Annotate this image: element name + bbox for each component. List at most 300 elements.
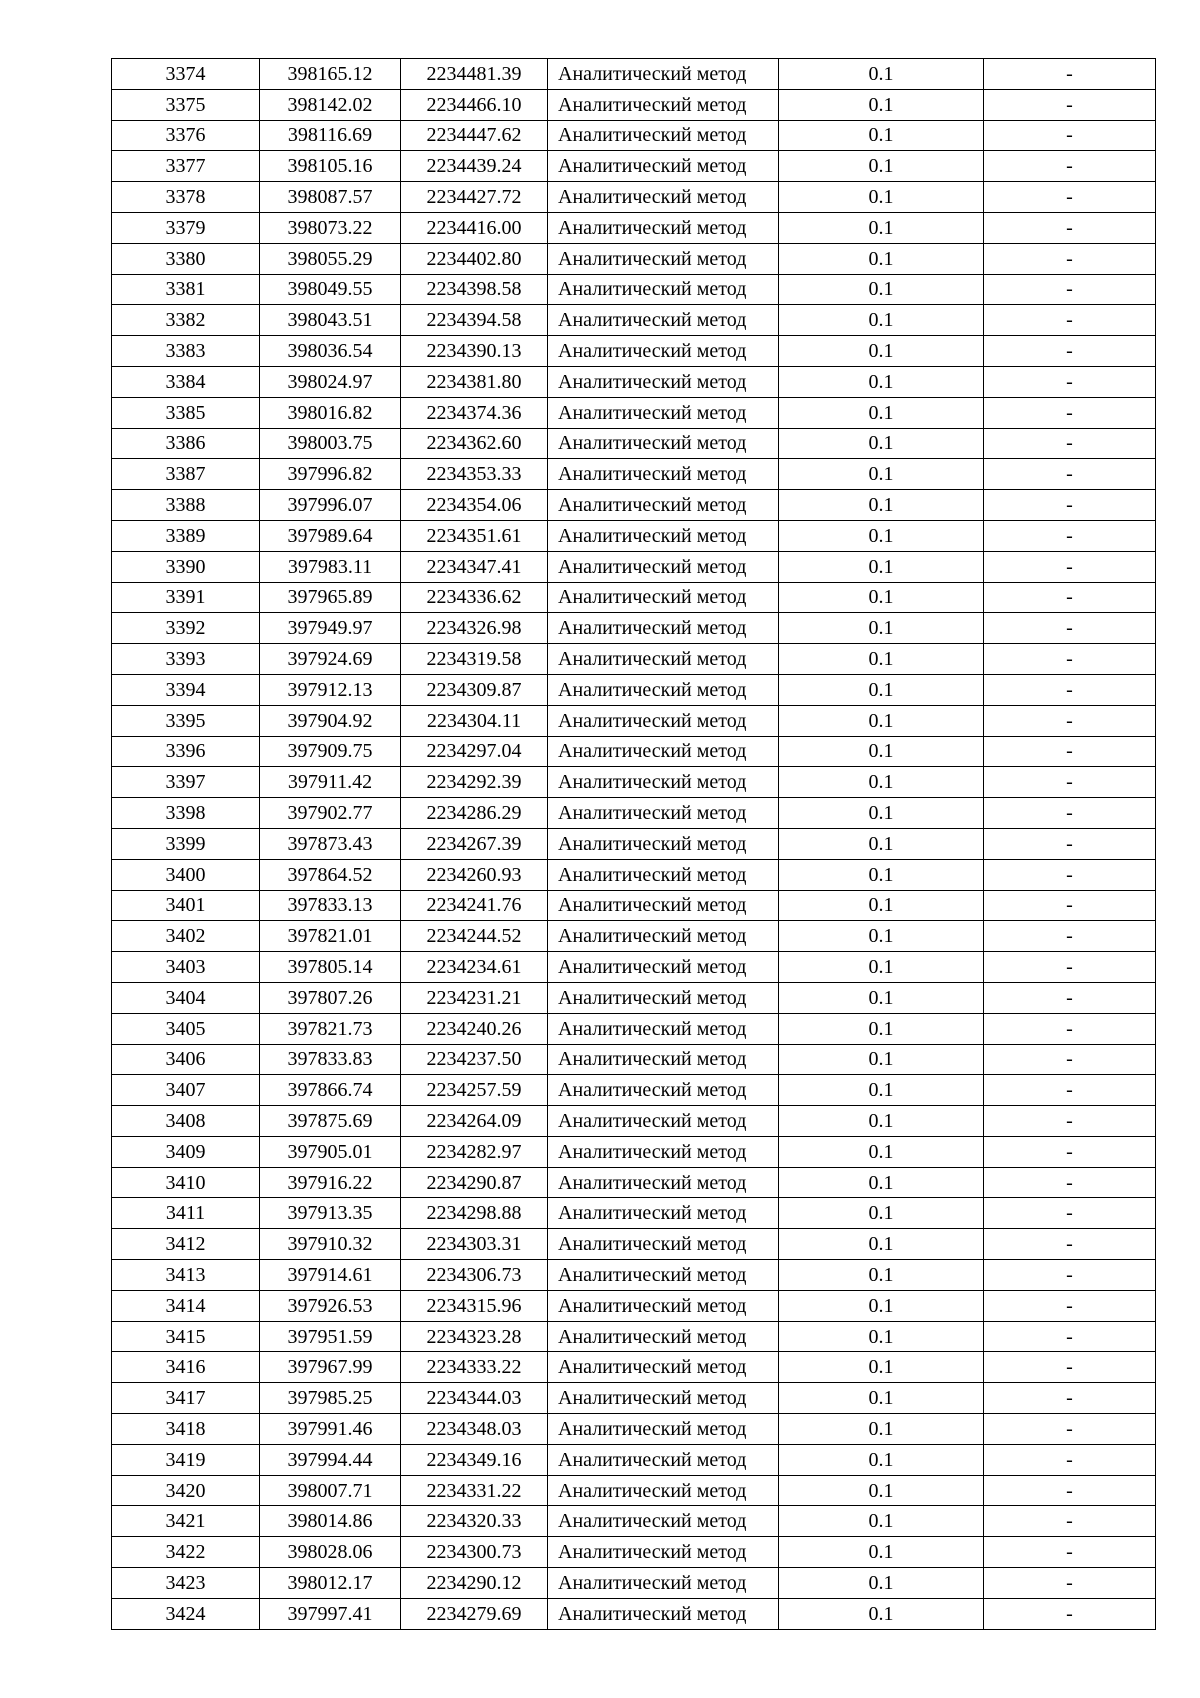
point-number-cell: 3405 (112, 1013, 260, 1044)
point-number-cell: 3396 (112, 736, 260, 767)
description-cell: - (984, 1290, 1156, 1321)
method-cell: Аналитический метод (548, 59, 779, 90)
x-coordinate-cell: 398012.17 (260, 1568, 401, 1599)
accuracy-cell: 0.1 (779, 1598, 984, 1629)
method-cell: Аналитический метод (548, 1414, 779, 1445)
y-coordinate-cell: 2234354.06 (401, 490, 548, 521)
table-row (112, 1383, 1156, 1414)
method-cell: Аналитический метод (548, 1013, 779, 1044)
method-cell: Аналитический метод (548, 1136, 779, 1167)
table-row (112, 1229, 1156, 1260)
method-cell: Аналитический метод (548, 1075, 779, 1106)
accuracy-cell: 0.1 (779, 89, 984, 120)
point-number-cell: 3393 (112, 644, 260, 675)
point-number-cell: 3383 (112, 336, 260, 367)
y-coordinate-cell: 2234320.33 (401, 1506, 548, 1537)
description-cell: - (984, 767, 1156, 798)
table-row (112, 336, 1156, 367)
method-cell: Аналитический метод (548, 274, 779, 305)
table-row (112, 1444, 1156, 1475)
point-number-cell: 3375 (112, 89, 260, 120)
accuracy-cell: 0.1 (779, 582, 984, 613)
description-cell: - (984, 1598, 1156, 1629)
y-coordinate-cell: 2234381.80 (401, 366, 548, 397)
x-coordinate-cell: 398024.97 (260, 366, 401, 397)
description-cell: - (984, 1106, 1156, 1137)
accuracy-cell: 0.1 (779, 1013, 984, 1044)
method-cell: Аналитический метод (548, 366, 779, 397)
description-cell: - (984, 921, 1156, 952)
x-coordinate-cell: 397967.99 (260, 1352, 401, 1383)
y-coordinate-cell: 2234292.39 (401, 767, 548, 798)
table-row (112, 1106, 1156, 1137)
accuracy-cell: 0.1 (779, 182, 984, 213)
accuracy-cell: 0.1 (779, 305, 984, 336)
description-cell: - (984, 1568, 1156, 1599)
x-coordinate-cell: 398016.82 (260, 397, 401, 428)
x-coordinate-cell: 397909.75 (260, 736, 401, 767)
method-cell: Аналитический метод (548, 644, 779, 675)
method-cell: Аналитический метод (548, 705, 779, 736)
accuracy-cell: 0.1 (779, 1136, 984, 1167)
description-cell: - (984, 705, 1156, 736)
description-cell: - (984, 1475, 1156, 1506)
x-coordinate-cell: 398142.02 (260, 89, 401, 120)
table-row (112, 982, 1156, 1013)
point-number-cell: 3376 (112, 120, 260, 151)
table-row (112, 1414, 1156, 1445)
point-number-cell: 3398 (112, 798, 260, 829)
point-number-cell: 3412 (112, 1229, 260, 1260)
method-cell: Аналитический метод (548, 1383, 779, 1414)
point-number-cell: 3414 (112, 1290, 260, 1321)
table-row (112, 212, 1156, 243)
x-coordinate-cell: 398116.69 (260, 120, 401, 151)
x-coordinate-cell: 398049.55 (260, 274, 401, 305)
description-cell: - (984, 1414, 1156, 1445)
accuracy-cell: 0.1 (779, 859, 984, 890)
table-row (112, 859, 1156, 890)
description-cell: - (984, 1229, 1156, 1260)
y-coordinate-cell: 2234244.52 (401, 921, 548, 952)
table-row (112, 1475, 1156, 1506)
point-number-cell: 3403 (112, 952, 260, 983)
method-cell: Аналитический метод (548, 1568, 779, 1599)
description-cell: - (984, 428, 1156, 459)
method-cell: Аналитический метод (548, 305, 779, 336)
table-row (112, 1260, 1156, 1291)
y-coordinate-cell: 2234240.26 (401, 1013, 548, 1044)
x-coordinate-cell: 398036.54 (260, 336, 401, 367)
point-number-cell: 3419 (112, 1444, 260, 1475)
y-coordinate-cell: 2234309.87 (401, 674, 548, 705)
y-coordinate-cell: 2234333.22 (401, 1352, 548, 1383)
x-coordinate-cell: 398003.75 (260, 428, 401, 459)
method-cell: Аналитический метод (548, 613, 779, 644)
method-cell: Аналитический метод (548, 1475, 779, 1506)
y-coordinate-cell: 2234331.22 (401, 1475, 548, 1506)
accuracy-cell: 0.1 (779, 613, 984, 644)
x-coordinate-cell: 398087.57 (260, 182, 401, 213)
point-number-cell: 3409 (112, 1136, 260, 1167)
x-coordinate-cell: 398028.06 (260, 1537, 401, 1568)
y-coordinate-cell: 2234264.09 (401, 1106, 548, 1137)
y-coordinate-cell: 2234362.60 (401, 428, 548, 459)
method-cell: Аналитический метод (548, 397, 779, 428)
y-coordinate-cell: 2234231.21 (401, 982, 548, 1013)
point-number-cell: 3385 (112, 397, 260, 428)
accuracy-cell: 0.1 (779, 890, 984, 921)
y-coordinate-cell: 2234353.33 (401, 459, 548, 490)
x-coordinate-cell: 397910.32 (260, 1229, 401, 1260)
method-cell: Аналитический метод (548, 1106, 779, 1137)
accuracy-cell: 0.1 (779, 767, 984, 798)
point-number-cell: 3392 (112, 613, 260, 644)
description-cell: - (984, 1260, 1156, 1291)
x-coordinate-cell: 397926.53 (260, 1290, 401, 1321)
point-number-cell: 3394 (112, 674, 260, 705)
y-coordinate-cell: 2234267.39 (401, 828, 548, 859)
y-coordinate-cell: 2234257.59 (401, 1075, 548, 1106)
description-cell: - (984, 274, 1156, 305)
y-coordinate-cell: 2234481.39 (401, 59, 548, 90)
x-coordinate-cell: 397996.82 (260, 459, 401, 490)
description-cell: - (984, 1537, 1156, 1568)
accuracy-cell: 0.1 (779, 1383, 984, 1414)
method-cell: Аналитический метод (548, 428, 779, 459)
y-coordinate-cell: 2234427.72 (401, 182, 548, 213)
table-row (112, 151, 1156, 182)
method-cell: Аналитический метод (548, 1321, 779, 1352)
x-coordinate-cell: 397902.77 (260, 798, 401, 829)
table-row (112, 1598, 1156, 1629)
accuracy-cell: 0.1 (779, 274, 984, 305)
x-coordinate-cell: 397913.35 (260, 1198, 401, 1229)
table-row (112, 952, 1156, 983)
description-cell: - (984, 151, 1156, 182)
x-coordinate-cell: 397949.97 (260, 613, 401, 644)
accuracy-cell: 0.1 (779, 551, 984, 582)
accuracy-cell: 0.1 (779, 982, 984, 1013)
point-number-cell: 3374 (112, 59, 260, 90)
x-coordinate-cell: 397994.44 (260, 1444, 401, 1475)
method-cell: Аналитический метод (548, 828, 779, 859)
table-row (112, 59, 1156, 90)
y-coordinate-cell: 2234303.31 (401, 1229, 548, 1260)
table-row (112, 459, 1156, 490)
y-coordinate-cell: 2234402.80 (401, 243, 548, 274)
description-cell: - (984, 366, 1156, 397)
method-cell: Аналитический метод (548, 1537, 779, 1568)
x-coordinate-cell: 397951.59 (260, 1321, 401, 1352)
y-coordinate-cell: 2234279.69 (401, 1598, 548, 1629)
y-coordinate-cell: 2234416.00 (401, 212, 548, 243)
method-cell: Аналитический метод (548, 551, 779, 582)
point-number-cell: 3382 (112, 305, 260, 336)
x-coordinate-cell: 397965.89 (260, 582, 401, 613)
method-cell: Аналитический метод (548, 336, 779, 367)
description-cell: - (984, 828, 1156, 859)
y-coordinate-cell: 2234298.88 (401, 1198, 548, 1229)
method-cell: Аналитический метод (548, 859, 779, 890)
method-cell: Аналитический метод (548, 1444, 779, 1475)
x-coordinate-cell: 397833.83 (260, 1044, 401, 1075)
x-coordinate-cell: 398073.22 (260, 212, 401, 243)
table-row (112, 428, 1156, 459)
y-coordinate-cell: 2234351.61 (401, 520, 548, 551)
x-coordinate-cell: 397805.14 (260, 952, 401, 983)
x-coordinate-cell: 397866.74 (260, 1075, 401, 1106)
point-number-cell: 3387 (112, 459, 260, 490)
description-cell: - (984, 1321, 1156, 1352)
description-cell: - (984, 859, 1156, 890)
accuracy-cell: 0.1 (779, 1198, 984, 1229)
method-cell: Аналитический метод (548, 459, 779, 490)
description-cell: - (984, 1075, 1156, 1106)
x-coordinate-cell: 397821.01 (260, 921, 401, 952)
description-cell: - (984, 1506, 1156, 1537)
point-number-cell: 3388 (112, 490, 260, 521)
accuracy-cell: 0.1 (779, 644, 984, 675)
method-cell: Аналитический метод (548, 1290, 779, 1321)
method-cell: Аналитический метод (548, 1044, 779, 1075)
point-number-cell: 3421 (112, 1506, 260, 1537)
point-number-cell: 3408 (112, 1106, 260, 1137)
accuracy-cell: 0.1 (779, 1229, 984, 1260)
table-row (112, 1198, 1156, 1229)
description-cell: - (984, 1352, 1156, 1383)
description-cell: - (984, 890, 1156, 921)
y-coordinate-cell: 2234347.41 (401, 551, 548, 582)
point-number-cell: 3377 (112, 151, 260, 182)
point-number-cell: 3422 (112, 1537, 260, 1568)
description-cell: - (984, 798, 1156, 829)
method-cell: Аналитический метод (548, 89, 779, 120)
y-coordinate-cell: 2234349.16 (401, 1444, 548, 1475)
y-coordinate-cell: 2234394.58 (401, 305, 548, 336)
table-row (112, 1044, 1156, 1075)
y-coordinate-cell: 2234290.87 (401, 1167, 548, 1198)
x-coordinate-cell: 397989.64 (260, 520, 401, 551)
y-coordinate-cell: 2234344.03 (401, 1383, 548, 1414)
table-row (112, 767, 1156, 798)
y-coordinate-cell: 2234326.98 (401, 613, 548, 644)
x-coordinate-cell: 397911.42 (260, 767, 401, 798)
accuracy-cell: 0.1 (779, 1290, 984, 1321)
description-cell: - (984, 551, 1156, 582)
x-coordinate-cell: 398043.51 (260, 305, 401, 336)
description-cell: - (984, 182, 1156, 213)
accuracy-cell: 0.1 (779, 1167, 984, 1198)
method-cell: Аналитический метод (548, 1229, 779, 1260)
y-coordinate-cell: 2234315.96 (401, 1290, 548, 1321)
description-cell: - (984, 305, 1156, 336)
point-number-cell: 3399 (112, 828, 260, 859)
accuracy-cell: 0.1 (779, 1506, 984, 1537)
table-row (112, 520, 1156, 551)
point-number-cell: 3402 (112, 921, 260, 952)
method-cell: Аналитический метод (548, 952, 779, 983)
x-coordinate-cell: 397996.07 (260, 490, 401, 521)
table-row (112, 1167, 1156, 1198)
y-coordinate-cell: 2234237.50 (401, 1044, 548, 1075)
x-coordinate-cell: 397904.92 (260, 705, 401, 736)
method-cell: Аналитический метод (548, 736, 779, 767)
description-cell: - (984, 59, 1156, 90)
x-coordinate-cell: 397997.41 (260, 1598, 401, 1629)
accuracy-cell: 0.1 (779, 212, 984, 243)
y-coordinate-cell: 2234260.93 (401, 859, 548, 890)
point-number-cell: 3390 (112, 551, 260, 582)
table-row (112, 1290, 1156, 1321)
y-coordinate-cell: 2234290.12 (401, 1568, 548, 1599)
accuracy-cell: 0.1 (779, 798, 984, 829)
accuracy-cell: 0.1 (779, 921, 984, 952)
method-cell: Аналитический метод (548, 120, 779, 151)
description-cell: - (984, 736, 1156, 767)
description-cell: - (984, 1444, 1156, 1475)
x-coordinate-cell: 398055.29 (260, 243, 401, 274)
method-cell: Аналитический метод (548, 921, 779, 952)
accuracy-cell: 0.1 (779, 120, 984, 151)
point-number-cell: 3379 (112, 212, 260, 243)
accuracy-cell: 0.1 (779, 1106, 984, 1137)
accuracy-cell: 0.1 (779, 490, 984, 521)
table-row (112, 366, 1156, 397)
method-cell: Аналитический метод (548, 212, 779, 243)
y-coordinate-cell: 2234348.03 (401, 1414, 548, 1445)
y-coordinate-cell: 2234300.73 (401, 1537, 548, 1568)
accuracy-cell: 0.1 (779, 520, 984, 551)
description-cell: - (984, 1136, 1156, 1167)
table-row (112, 674, 1156, 705)
accuracy-cell: 0.1 (779, 1321, 984, 1352)
description-cell: - (984, 674, 1156, 705)
accuracy-cell: 0.1 (779, 1475, 984, 1506)
coordinates-table (111, 58, 1156, 1630)
table-row (112, 1568, 1156, 1599)
method-cell: Аналитический метод (548, 1352, 779, 1383)
point-number-cell: 3413 (112, 1260, 260, 1291)
accuracy-cell: 0.1 (779, 59, 984, 90)
x-coordinate-cell: 397983.11 (260, 551, 401, 582)
point-number-cell: 3381 (112, 274, 260, 305)
method-cell: Аналитический метод (548, 490, 779, 521)
x-coordinate-cell: 397833.13 (260, 890, 401, 921)
point-number-cell: 3420 (112, 1475, 260, 1506)
point-number-cell: 3395 (112, 705, 260, 736)
x-coordinate-cell: 397924.69 (260, 644, 401, 675)
description-cell: - (984, 212, 1156, 243)
table-row (112, 182, 1156, 213)
table-row (112, 828, 1156, 859)
x-coordinate-cell: 397912.13 (260, 674, 401, 705)
accuracy-cell: 0.1 (779, 428, 984, 459)
x-coordinate-cell: 397875.69 (260, 1106, 401, 1137)
accuracy-cell: 0.1 (779, 336, 984, 367)
table-row (112, 551, 1156, 582)
method-cell: Аналитический метод (548, 982, 779, 1013)
method-cell: Аналитический метод (548, 890, 779, 921)
point-number-cell: 3401 (112, 890, 260, 921)
x-coordinate-cell: 397991.46 (260, 1414, 401, 1445)
table-row (112, 1321, 1156, 1352)
table-row (112, 274, 1156, 305)
accuracy-cell: 0.1 (779, 1568, 984, 1599)
table-row (112, 243, 1156, 274)
point-number-cell: 3423 (112, 1568, 260, 1599)
y-coordinate-cell: 2234336.62 (401, 582, 548, 613)
y-coordinate-cell: 2234398.58 (401, 274, 548, 305)
accuracy-cell: 0.1 (779, 736, 984, 767)
x-coordinate-cell: 398007.71 (260, 1475, 401, 1506)
accuracy-cell: 0.1 (779, 366, 984, 397)
accuracy-cell: 0.1 (779, 952, 984, 983)
accuracy-cell: 0.1 (779, 397, 984, 428)
table-row (112, 921, 1156, 952)
y-coordinate-cell: 2234439.24 (401, 151, 548, 182)
point-number-cell: 3407 (112, 1075, 260, 1106)
y-coordinate-cell: 2234286.29 (401, 798, 548, 829)
method-cell: Аналитический метод (548, 182, 779, 213)
table-row (112, 1537, 1156, 1568)
point-number-cell: 3415 (112, 1321, 260, 1352)
point-number-cell: 3404 (112, 982, 260, 1013)
table-row (112, 89, 1156, 120)
point-number-cell: 3389 (112, 520, 260, 551)
x-coordinate-cell: 398165.12 (260, 59, 401, 90)
x-coordinate-cell: 397807.26 (260, 982, 401, 1013)
method-cell: Аналитический метод (548, 151, 779, 182)
accuracy-cell: 0.1 (779, 1352, 984, 1383)
point-number-cell: 3384 (112, 366, 260, 397)
point-number-cell: 3400 (112, 859, 260, 890)
method-cell: Аналитический метод (548, 520, 779, 551)
method-cell: Аналитический метод (548, 1506, 779, 1537)
table-row (112, 798, 1156, 829)
accuracy-cell: 0.1 (779, 674, 984, 705)
description-cell: - (984, 1167, 1156, 1198)
point-number-cell: 3416 (112, 1352, 260, 1383)
description-cell: - (984, 243, 1156, 274)
description-cell: - (984, 582, 1156, 613)
coordinates-table-body (112, 59, 1156, 1630)
point-number-cell: 3380 (112, 243, 260, 274)
table-row (112, 1136, 1156, 1167)
table-row (112, 1013, 1156, 1044)
y-coordinate-cell: 2234447.62 (401, 120, 548, 151)
y-coordinate-cell: 2234323.28 (401, 1321, 548, 1352)
description-cell: - (984, 459, 1156, 490)
method-cell: Аналитический метод (548, 582, 779, 613)
accuracy-cell: 0.1 (779, 243, 984, 274)
point-number-cell: 3391 (112, 582, 260, 613)
y-coordinate-cell: 2234306.73 (401, 1260, 548, 1291)
accuracy-cell: 0.1 (779, 1414, 984, 1445)
x-coordinate-cell: 397916.22 (260, 1167, 401, 1198)
description-cell: - (984, 1383, 1156, 1414)
x-coordinate-cell: 398014.86 (260, 1506, 401, 1537)
point-number-cell: 3397 (112, 767, 260, 798)
x-coordinate-cell: 398105.16 (260, 151, 401, 182)
description-cell: - (984, 490, 1156, 521)
accuracy-cell: 0.1 (779, 828, 984, 859)
method-cell: Аналитический метод (548, 243, 779, 274)
description-cell: - (984, 120, 1156, 151)
y-coordinate-cell: 2234304.11 (401, 705, 548, 736)
table-row (112, 120, 1156, 151)
description-cell: - (984, 520, 1156, 551)
